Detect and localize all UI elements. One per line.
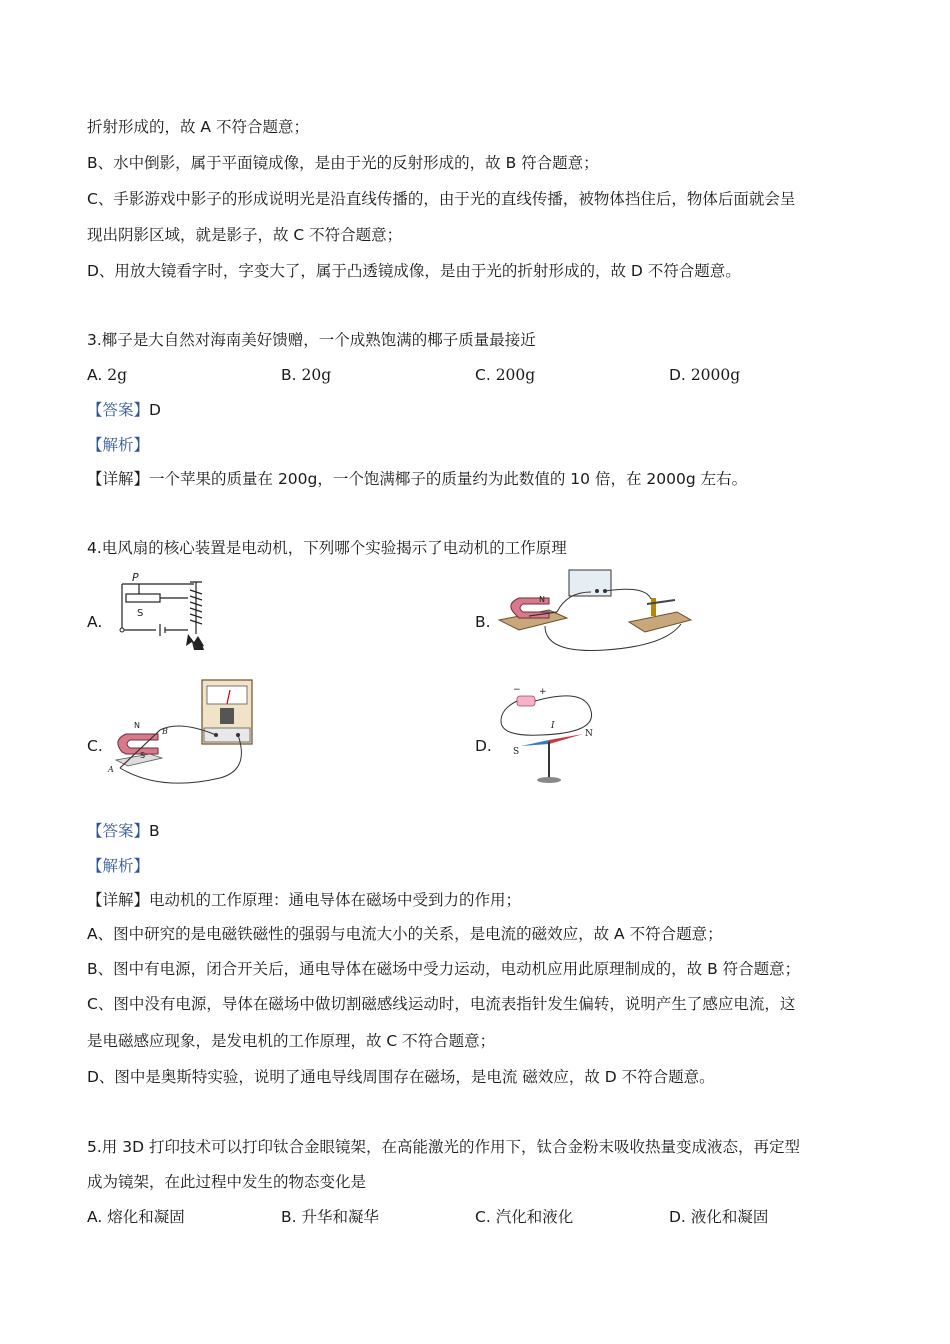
q4-option-a-label: A. [87, 613, 103, 631]
q4-option-d-explanation: D、图中是奥斯特实验，说明了通电导线周围存在磁场，是电流 磁效应，故 D 不符合题意。 [87, 1068, 715, 1086]
q3-option-c: C. 200g [475, 366, 536, 384]
q2-option-b-explanation: B、水中倒影，属于平面镜成像，是由于光的反射形成的，故 B 符合题意； [87, 154, 599, 172]
q4-option-d-label: D. [475, 737, 492, 755]
q4-option-c-label: C. [87, 737, 103, 755]
q2-option-c-explanation: C、手影游戏中影子的形成说明光是沿直线传播的，由于光的直线传播，被物体挡住后，物体后面就会呈 [87, 190, 796, 208]
q4-analysis-tag: 【解析】 [87, 857, 150, 875]
q4-figure-c-generator [104, 676, 264, 790]
q5-option-b: B. 升华和凝华 [281, 1208, 380, 1226]
q4-fig-d-label-n: N [585, 729, 593, 739]
q2-option-d-explanation: D、用放大镜看字时，字变大了，属于凸透镜成像，是由于光的折射形成的，故 D 不符合题意。 [87, 262, 741, 280]
q3-option-b: B. 20g [281, 366, 332, 384]
q4-option-c-explanation-cont: 是电磁感应现象，是发电机的工作原理，故 C 不符合题意； [87, 1032, 496, 1050]
q4-fig-b-label-n: N [539, 595, 545, 604]
q5-stem-line2: 成为镜架，在此过程中发生的物态变化是 [87, 1173, 367, 1191]
q4-option-c-explanation: C、图中没有电源，导体在磁场中做切割磁感线运动时，电流表指针发生偏转，说明产生了感应电流，这 [87, 995, 796, 1013]
q4-answer: 【答案】B [87, 822, 160, 840]
q4-fig-a-label-s: S [137, 608, 144, 619]
q5-option-c: C. 汽化和液化 [475, 1208, 574, 1226]
q5-stem-line1: 5.用 3D 打印技术可以打印钛合金眼镜架，在高能激光的作用下，钛合金粉末吸收热量变成液态，再定型 [87, 1138, 800, 1156]
q4-fig-c-label-n: N [134, 721, 140, 730]
q4-figure-a-electromagnet [104, 572, 224, 652]
q4-fig-d-label-s: S [513, 747, 520, 757]
q4-fig-d-label-i: I [551, 721, 555, 731]
q5-option-a: A. 熔化和凝固 [87, 1208, 185, 1226]
q4-fig-c-label-b: B [162, 727, 168, 736]
q4-figure-d-oersted [497, 682, 607, 790]
q4-fig-c-label-s: S [140, 751, 146, 760]
q4-option-a-explanation: A、图中研究的是电磁铁磁性的强弱与电流大小的关系，是电流的磁效应，故 A 不符合题意； [87, 925, 723, 943]
q4-fig-a-label-p: P [132, 572, 139, 584]
q3-answer: 【答案】D [87, 401, 161, 419]
q4-option-b-explanation: B、图中有电源，闭合开关后，通电导体在磁场中受力运动，电动机应用此原理制成的，故 B 符合题意； [87, 960, 801, 978]
q3-option-a: A. 2g [87, 366, 127, 384]
q2-text-line: 折射形成的，故 A 不符合题意； [87, 118, 309, 136]
q5-option-d: D. 液化和凝固 [669, 1208, 769, 1226]
q4-figure-b-motor-principle [495, 566, 695, 654]
q4-fig-c-label-a: A [108, 765, 114, 774]
q3-option-d: D. 2000g [669, 366, 741, 384]
q4-detail: 【详解】电动机的工作原理：通电导体在磁场中受到力的作用； [87, 891, 522, 909]
q3-analysis-tag: 【解析】 [87, 436, 150, 454]
q2-option-c-explanation-cont: 现出阴影区域，就是影子，故 C 不符合题意； [87, 226, 403, 244]
q4-fig-d-label-plus: + [539, 687, 547, 697]
q3-stem: 3.椰子是大自然对海南美好馈赠，一个成熟饱满的椰子质量最接近 [87, 331, 536, 349]
q4-option-b-label: B. [475, 613, 491, 631]
q3-detail: 【详解】一个苹果的质量在 200g，一个饱满椰子的质量约为此数值的 10 倍，在 2000g 左右。 [87, 470, 748, 488]
q4-fig-d-label-minus: − [513, 685, 521, 695]
q4-stem: 4.电风扇的核心装置是电动机，下列哪个实验揭示了电动机的工作原理 [87, 539, 567, 557]
